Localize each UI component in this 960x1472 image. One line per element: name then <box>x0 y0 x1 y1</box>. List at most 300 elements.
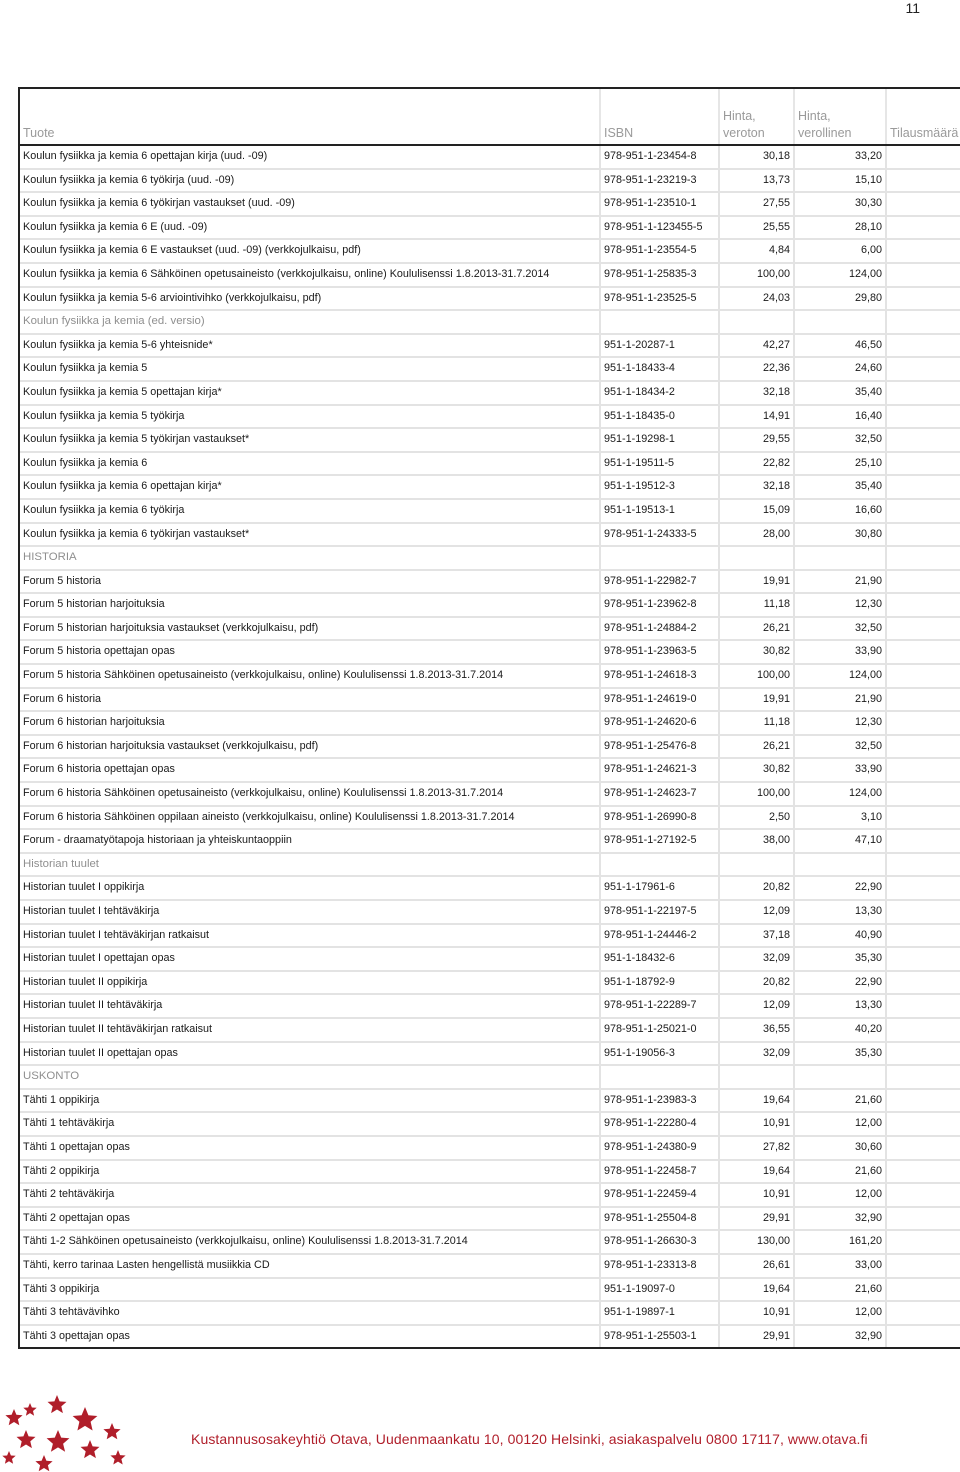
price-net-cell: 10,91 <box>719 1301 794 1325</box>
price-gross-cell: 12,30 <box>794 711 886 735</box>
isbn-cell: 978-951-1-22458-7 <box>600 1160 719 1184</box>
order-qty-cell[interactable] <box>886 947 960 971</box>
order-qty-cell[interactable] <box>886 169 960 193</box>
isbn-cell: 951-1-19511-5 <box>600 452 719 476</box>
order-qty-cell[interactable] <box>886 287 960 311</box>
price-net-cell: 32,09 <box>719 1042 794 1066</box>
order-qty-cell[interactable] <box>886 735 960 759</box>
table-row <box>20 1089 960 1113</box>
price-net-cell: 29,55 <box>719 428 794 452</box>
order-qty-cell[interactable] <box>886 1254 960 1278</box>
isbn-cell: 951-1-18432-6 <box>600 947 719 971</box>
product-cell: Historian tuulet II tehtäväkirja <box>20 994 600 1018</box>
price-gross-cell: 32,50 <box>794 428 886 452</box>
order-qty-cell[interactable] <box>886 357 960 381</box>
star-shape <box>2 1451 15 1464</box>
table-row <box>20 216 960 240</box>
column-header-product: Tuote <box>20 89 600 145</box>
star-shape <box>47 1430 70 1452</box>
isbn-cell: 978-951-1-27192-5 <box>600 829 719 853</box>
order-qty-cell[interactable] <box>886 192 960 216</box>
product-cell: Tähti 2 oppikirja <box>20 1160 600 1184</box>
order-qty-cell[interactable] <box>886 310 960 334</box>
column-header-price-gross: Hinta, verollinen <box>794 89 886 145</box>
order-qty-cell[interactable] <box>886 428 960 452</box>
product-cell: Forum 6 historia Sähköinen oppilaan aineisto (verkkojulkaisu, online) Koululisenssi 1.8.2013-31.7.2014 <box>20 806 600 830</box>
isbn-cell: 978-951-1-23510-1 <box>600 192 719 216</box>
table-row <box>20 1278 960 1302</box>
product-cell: Historian tuulet <box>20 853 600 877</box>
section-header-row <box>20 310 960 334</box>
stars-logo-icon <box>0 1390 140 1472</box>
price-net-cell: 11,18 <box>719 711 794 735</box>
isbn-cell: 978-951-1-22289-7 <box>600 994 719 1018</box>
table-row <box>20 334 960 358</box>
section-header-row <box>20 853 960 877</box>
isbn-cell: 978-951-1-26990-8 <box>600 806 719 830</box>
price-net-cell: 20,82 <box>719 971 794 995</box>
price-net-cell: 42,27 <box>719 334 794 358</box>
table-row <box>20 428 960 452</box>
order-qty-cell[interactable] <box>886 381 960 405</box>
order-qty-cell[interactable] <box>886 711 960 735</box>
isbn-cell <box>600 310 719 334</box>
table-row <box>20 711 960 735</box>
star-shape <box>17 1430 36 1448</box>
isbn-cell: 978-951-1-23983-3 <box>600 1089 719 1113</box>
isbn-cell: 978-951-1-22280-4 <box>600 1112 719 1136</box>
order-qty-cell[interactable] <box>886 1230 960 1254</box>
isbn-cell: 951-1-19097-0 <box>600 1278 719 1302</box>
isbn-cell: 978-951-1-24620-6 <box>600 711 719 735</box>
table-row <box>20 1301 960 1325</box>
isbn-cell: 978-951-1-25835-3 <box>600 263 719 287</box>
order-qty-cell[interactable] <box>886 1136 960 1160</box>
price-gross-cell: 40,20 <box>794 1018 886 1042</box>
product-cell: Koulun fysiikka ja kemia 6 E (uud. -09) <box>20 216 600 240</box>
order-qty-cell[interactable] <box>886 900 960 924</box>
table-row <box>20 758 960 782</box>
isbn-cell: 951-1-18434-2 <box>600 381 719 405</box>
product-cell: Koulun fysiikka ja kemia 6 työkirjan vastaukset (uud. -09) <box>20 192 600 216</box>
product-cell: Forum 5 historian harjoituksia vastaukset (verkkojulkaisu, pdf) <box>20 617 600 641</box>
table-row <box>20 1207 960 1231</box>
price-gross-cell: 21,90 <box>794 570 886 594</box>
column-header-isbn: ISBN <box>600 89 719 145</box>
order-qty-cell[interactable] <box>886 216 960 240</box>
price-net-cell: 32,18 <box>719 381 794 405</box>
table-row <box>20 1112 960 1136</box>
price-gross-cell: 22,90 <box>794 876 886 900</box>
order-qty-cell[interactable] <box>886 570 960 594</box>
isbn-cell: 978-951-1-24621-3 <box>600 758 719 782</box>
isbn-cell: 978-951-1-25504-8 <box>600 1207 719 1231</box>
table-row <box>20 782 960 806</box>
price-net-cell: 27,82 <box>719 1136 794 1160</box>
isbn-cell: 951-1-19056-3 <box>600 1042 719 1066</box>
table-row <box>20 1042 960 1066</box>
isbn-cell: 951-1-20287-1 <box>600 334 719 358</box>
order-qty-cell[interactable] <box>886 1042 960 1066</box>
product-cell: Forum 5 historia opettajan opas <box>20 640 600 664</box>
order-qty-cell[interactable] <box>886 1301 960 1325</box>
table-row <box>20 947 960 971</box>
price-net-cell: 37,18 <box>719 924 794 948</box>
isbn-cell <box>600 1065 719 1089</box>
price-net-cell: 15,09 <box>719 499 794 523</box>
isbn-cell: 978-951-1-24446-2 <box>600 924 719 948</box>
star-shape <box>73 1407 98 1431</box>
order-qty-cell[interactable] <box>886 499 960 523</box>
order-qty-cell[interactable] <box>886 334 960 358</box>
price-net-cell: 14,91 <box>719 405 794 429</box>
price-gross-cell <box>794 853 886 877</box>
product-cell: Forum - draamatyötapoja historiaan ja yhteiskuntaoppiin <box>20 829 600 853</box>
order-qty-cell[interactable] <box>886 475 960 499</box>
order-qty-cell[interactable] <box>886 1089 960 1113</box>
price-gross-cell: 40,90 <box>794 924 886 948</box>
table-row <box>20 664 960 688</box>
price-net-cell: 26,21 <box>719 617 794 641</box>
table-row <box>20 239 960 263</box>
product-cell: Forum 6 historian harjoituksia <box>20 711 600 735</box>
table-row <box>20 924 960 948</box>
price-net-cell: 2,50 <box>719 806 794 830</box>
product-cell: Koulun fysiikka ja kemia 5 työkirjan vastaukset* <box>20 428 600 452</box>
isbn-cell <box>600 546 719 570</box>
price-gross-cell: 124,00 <box>794 263 886 287</box>
order-qty-cell[interactable] <box>886 1112 960 1136</box>
price-net-cell <box>719 853 794 877</box>
order-qty-cell[interactable] <box>886 1183 960 1207</box>
isbn-cell: 951-1-17961-6 <box>600 876 719 900</box>
isbn-cell: 978-951-1-23219-3 <box>600 169 719 193</box>
isbn-cell: 978-951-1-23525-5 <box>600 287 719 311</box>
product-cell: Koulun fysiikka ja kemia 6 <box>20 452 600 476</box>
isbn-cell: 978-951-1-23962-8 <box>600 593 719 617</box>
order-qty-cell[interactable] <box>886 1278 960 1302</box>
order-qty-cell[interactable] <box>886 617 960 641</box>
product-cell: Tähti 1 tehtäväkirja <box>20 1112 600 1136</box>
price-net-cell: 19,64 <box>719 1089 794 1113</box>
price-gross-cell: 3,10 <box>794 806 886 830</box>
price-net-cell: 30,82 <box>719 640 794 664</box>
star-shape <box>110 1450 125 1465</box>
order-qty-cell[interactable] <box>886 145 960 169</box>
price-gross-cell: 6,00 <box>794 239 886 263</box>
isbn-cell: 951-1-18435-0 <box>600 405 719 429</box>
isbn-cell: 951-1-18792-9 <box>600 971 719 995</box>
order-qty-cell[interactable] <box>886 1207 960 1231</box>
table-row <box>20 829 960 853</box>
page-number: 11 <box>905 0 920 16</box>
table-header-row <box>20 89 960 145</box>
table-row <box>20 994 960 1018</box>
product-cell: Tähti 1-2 Sähköinen opetusaineisto (verkkojulkaisu, online) Koululisenssi 1.8.2013-31.7.2014 <box>20 1230 600 1254</box>
price-net-cell <box>719 546 794 570</box>
order-qty-cell[interactable] <box>886 782 960 806</box>
product-cell: Tähti 3 tehtävävihko <box>20 1301 600 1325</box>
price-net-cell: 13,73 <box>719 169 794 193</box>
table-row <box>20 263 960 287</box>
order-qty-cell[interactable] <box>886 876 960 900</box>
order-qty-cell[interactable] <box>886 1018 960 1042</box>
isbn-cell: 978-951-1-23963-5 <box>600 640 719 664</box>
price-gross-cell: 35,30 <box>794 1042 886 1066</box>
product-cell: Koulun fysiikka ja kemia 6 työkirja <box>20 499 600 523</box>
price-gross-cell: 16,40 <box>794 405 886 429</box>
price-net-cell: 28,00 <box>719 523 794 547</box>
price-gross-cell: 15,10 <box>794 169 886 193</box>
table-row <box>20 900 960 924</box>
price-gross-cell: 33,00 <box>794 1254 886 1278</box>
order-qty-cell[interactable] <box>886 640 960 664</box>
isbn-cell: 978-951-1-24333-5 <box>600 523 719 547</box>
product-cell: Forum 6 historia <box>20 688 600 712</box>
table-row <box>20 452 960 476</box>
price-gross-cell: 29,80 <box>794 287 886 311</box>
isbn-cell: 978-951-1-22982-7 <box>600 570 719 594</box>
table-row <box>20 287 960 311</box>
price-net-cell: 26,21 <box>719 735 794 759</box>
order-qty-cell[interactable] <box>886 1325 960 1348</box>
price-gross-cell: 35,40 <box>794 381 886 405</box>
price-net-cell <box>719 1065 794 1089</box>
isbn-cell: 951-1-19513-1 <box>600 499 719 523</box>
table-row <box>20 475 960 499</box>
table-row <box>20 381 960 405</box>
star-shape <box>81 1440 100 1458</box>
price-gross-cell: 12,00 <box>794 1112 886 1136</box>
product-cell: Koulun fysiikka ja kemia (ed. versio) <box>20 310 600 334</box>
price-gross-cell: 21,60 <box>794 1089 886 1113</box>
table-row <box>20 570 960 594</box>
product-cell: Historian tuulet I tehtäväkirja <box>20 900 600 924</box>
price-net-cell: 100,00 <box>719 263 794 287</box>
price-gross-cell: 32,90 <box>794 1207 886 1231</box>
product-cell: Koulun fysiikka ja kemia 6 opettajan kirja* <box>20 475 600 499</box>
product-cell: Tähti 3 oppikirja <box>20 1278 600 1302</box>
isbn-cell: 978-951-1-23554-5 <box>600 239 719 263</box>
product-cell: Forum 5 historian harjoituksia <box>20 593 600 617</box>
price-net-cell: 26,61 <box>719 1254 794 1278</box>
table-row <box>20 523 960 547</box>
product-cell: Forum 5 historia Sähköinen opetusaineisto (verkkojulkaisu, online) Koululisenssi 1.8.2013-31.7.2014 <box>20 664 600 688</box>
star-shape <box>23 1403 36 1416</box>
price-gross-cell: 12,30 <box>794 593 886 617</box>
order-qty-cell[interactable] <box>886 853 960 877</box>
price-table <box>20 89 960 1347</box>
price-gross-cell: 32,50 <box>794 735 886 759</box>
price-net-cell: 100,00 <box>719 782 794 806</box>
price-gross-cell: 161,20 <box>794 1230 886 1254</box>
price-gross-cell: 12,00 <box>794 1301 886 1325</box>
price-net-cell: 130,00 <box>719 1230 794 1254</box>
price-net-cell: 22,82 <box>719 452 794 476</box>
table-row <box>20 357 960 381</box>
product-cell: Tähti, kerro tarinaa Lasten hengellistä musiikkia CD <box>20 1254 600 1278</box>
isbn-cell: 978-951-1-123455-5 <box>600 216 719 240</box>
price-gross-cell: 35,40 <box>794 475 886 499</box>
product-cell: Historian tuulet II oppikirja <box>20 971 600 995</box>
table-row <box>20 192 960 216</box>
product-cell: Koulun fysiikka ja kemia 6 työkirjan vastaukset* <box>20 523 600 547</box>
section-header-row <box>20 546 960 570</box>
product-cell: Koulun fysiikka ja kemia 6 opettajan kirja (uud. -09) <box>20 145 600 169</box>
price-gross-cell: 47,10 <box>794 829 886 853</box>
table-row <box>20 499 960 523</box>
price-gross-cell <box>794 546 886 570</box>
price-net-cell: 22,36 <box>719 357 794 381</box>
order-qty-cell[interactable] <box>886 452 960 476</box>
section-header-row <box>20 1065 960 1089</box>
price-net-cell <box>719 310 794 334</box>
price-gross-cell: 22,90 <box>794 971 886 995</box>
price-gross-cell: 21,60 <box>794 1278 886 1302</box>
price-net-cell: 30,18 <box>719 145 794 169</box>
table-row <box>20 1136 960 1160</box>
price-table-container <box>18 87 960 1349</box>
order-qty-cell[interactable] <box>886 405 960 429</box>
table-row <box>20 1018 960 1042</box>
product-cell: Koulun fysiikka ja kemia 5-6 yhteisnide* <box>20 334 600 358</box>
table-body <box>20 145 960 1347</box>
star-shape <box>48 1395 67 1413</box>
price-gross-cell: 30,60 <box>794 1136 886 1160</box>
price-net-cell: 19,64 <box>719 1160 794 1184</box>
price-net-cell: 12,09 <box>719 900 794 924</box>
price-gross-cell: 13,30 <box>794 900 886 924</box>
product-cell: Historian tuulet II opettajan opas <box>20 1042 600 1066</box>
order-qty-cell[interactable] <box>886 971 960 995</box>
price-gross-cell: 28,10 <box>794 216 886 240</box>
product-cell: Forum 6 historia Sähköinen opetusaineisto (verkkojulkaisu, online) Koululisenssi 1.8.2013-31.7.2014 <box>20 782 600 806</box>
isbn-cell: 978-951-1-24623-7 <box>600 782 719 806</box>
order-qty-cell[interactable] <box>886 239 960 263</box>
price-gross-cell: 46,50 <box>794 334 886 358</box>
price-net-cell: 10,91 <box>719 1183 794 1207</box>
column-header-price-net: Hinta, veroton <box>719 89 794 145</box>
table-row <box>20 169 960 193</box>
star-shape <box>35 1455 52 1471</box>
order-qty-cell[interactable] <box>886 829 960 853</box>
product-cell: Tähti 3 opettajan opas <box>20 1325 600 1348</box>
price-gross-cell: 21,90 <box>794 688 886 712</box>
price-net-cell: 30,82 <box>719 758 794 782</box>
order-qty-cell[interactable] <box>886 924 960 948</box>
price-net-cell: 20,82 <box>719 876 794 900</box>
price-gross-cell: 32,50 <box>794 617 886 641</box>
product-cell: Koulun fysiikka ja kemia 5 <box>20 357 600 381</box>
price-net-cell: 29,91 <box>719 1207 794 1231</box>
price-gross-cell: 13,30 <box>794 994 886 1018</box>
star-shape <box>5 1409 22 1425</box>
order-qty-cell[interactable] <box>886 1065 960 1089</box>
order-qty-cell[interactable] <box>886 688 960 712</box>
product-cell: Historian tuulet I opettajan opas <box>20 947 600 971</box>
isbn-cell: 951-1-19897-1 <box>600 1301 719 1325</box>
table-row <box>20 1183 960 1207</box>
order-qty-cell[interactable] <box>886 546 960 570</box>
isbn-cell: 951-1-19298-1 <box>600 428 719 452</box>
order-qty-cell[interactable] <box>886 806 960 830</box>
product-cell: Forum 6 historia opettajan opas <box>20 758 600 782</box>
price-net-cell: 19,91 <box>719 688 794 712</box>
price-net-cell: 11,18 <box>719 593 794 617</box>
table-row <box>20 1230 960 1254</box>
price-gross-cell: 32,90 <box>794 1325 886 1348</box>
price-net-cell: 29,91 <box>719 1325 794 1348</box>
order-qty-cell[interactable] <box>886 1160 960 1184</box>
product-cell: Historian tuulet I tehtäväkirjan ratkaisut <box>20 924 600 948</box>
order-qty-cell[interactable] <box>886 664 960 688</box>
product-cell: Tähti 1 oppikirja <box>20 1089 600 1113</box>
price-gross-cell: 25,10 <box>794 452 886 476</box>
table-row <box>20 688 960 712</box>
order-qty-cell[interactable] <box>886 523 960 547</box>
price-net-cell: 12,09 <box>719 994 794 1018</box>
table-row <box>20 617 960 641</box>
table-row <box>20 735 960 759</box>
order-qty-cell[interactable] <box>886 593 960 617</box>
table-row <box>20 145 960 169</box>
product-cell: Koulun fysiikka ja kemia 5 työkirja <box>20 405 600 429</box>
price-gross-cell: 124,00 <box>794 664 886 688</box>
isbn-cell: 978-951-1-26630-3 <box>600 1230 719 1254</box>
price-net-cell: 100,00 <box>719 664 794 688</box>
price-net-cell: 27,55 <box>719 192 794 216</box>
price-net-cell: 38,00 <box>719 829 794 853</box>
product-cell: Historian tuulet II tehtäväkirjan ratkaisut <box>20 1018 600 1042</box>
isbn-cell: 978-951-1-25476-8 <box>600 735 719 759</box>
isbn-cell: 978-951-1-25021-0 <box>600 1018 719 1042</box>
price-net-cell: 19,64 <box>719 1278 794 1302</box>
price-gross-cell: 33,90 <box>794 758 886 782</box>
product-cell: Tähti 2 tehtäväkirja <box>20 1183 600 1207</box>
price-net-cell: 19,91 <box>719 570 794 594</box>
order-qty-cell[interactable] <box>886 758 960 782</box>
isbn-cell: 978-951-1-23313-8 <box>600 1254 719 1278</box>
price-gross-cell: 33,20 <box>794 145 886 169</box>
price-gross-cell <box>794 310 886 334</box>
isbn-cell: 978-951-1-23454-8 <box>600 145 719 169</box>
price-gross-cell: 16,60 <box>794 499 886 523</box>
product-cell: Forum 5 historia <box>20 570 600 594</box>
product-cell: Koulun fysiikka ja kemia 6 Sähköinen opetusaineisto (verkkojulkaisu, online) Koululisenssi 1.8.2013-31.7.2014 <box>20 263 600 287</box>
product-cell: USKONTO <box>20 1065 600 1089</box>
price-net-cell: 32,09 <box>719 947 794 971</box>
price-net-cell: 4,84 <box>719 239 794 263</box>
table-row <box>20 1254 960 1278</box>
price-gross-cell: 33,90 <box>794 640 886 664</box>
price-gross-cell: 12,00 <box>794 1183 886 1207</box>
isbn-cell: 978-951-1-22459-4 <box>600 1183 719 1207</box>
price-net-cell: 25,55 <box>719 216 794 240</box>
price-gross-cell <box>794 1065 886 1089</box>
product-cell: Koulun fysiikka ja kemia 5 opettajan kirja* <box>20 381 600 405</box>
isbn-cell: 978-951-1-24884-2 <box>600 617 719 641</box>
order-qty-cell[interactable] <box>886 994 960 1018</box>
product-cell: Koulun fysiikka ja kemia 6 työkirja (uud. -09) <box>20 169 600 193</box>
table-row <box>20 640 960 664</box>
isbn-cell <box>600 853 719 877</box>
price-gross-cell: 35,30 <box>794 947 886 971</box>
isbn-cell: 951-1-19512-3 <box>600 475 719 499</box>
order-qty-cell[interactable] <box>886 263 960 287</box>
price-gross-cell: 30,80 <box>794 523 886 547</box>
product-cell: Tähti 2 opettajan opas <box>20 1207 600 1231</box>
price-net-cell: 10,91 <box>719 1112 794 1136</box>
